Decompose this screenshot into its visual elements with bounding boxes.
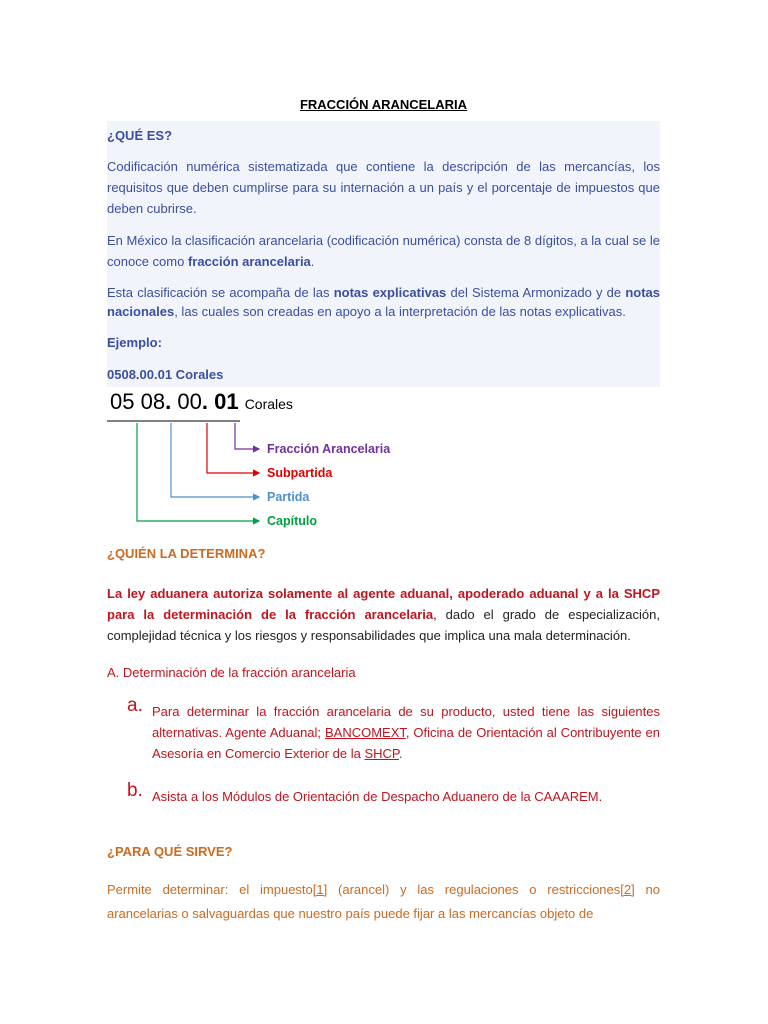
quien-bold: La ley aduanera autoriza solamente al agente aduanal, apoderado aduanal y a la SHCP para la determinación de la fracción arancelaria [107,586,660,622]
list-letter-b: b. [127,780,143,801]
code-segment-partida: 08 [140,389,166,414]
p3-text-b: del Sistema Armonizado y de [446,285,626,300]
que-es-section [107,121,660,387]
diagram-code: 05 08. 00. 01 Corales [110,389,293,414]
diagram-connectors [107,387,407,535]
fraction-diagram [107,387,660,535]
quien-paragraph [107,583,660,646]
que-es-heading: ¿QUÉ ES? [107,128,173,143]
que-es-paragraph-2 [107,230,660,283]
p3-bold-a: notas explicativas [333,285,447,300]
footnote-ref-1[interactable]: [1] [312,882,328,897]
code-segment-subpartida: 00 [177,389,202,414]
item-a-text-3: . [398,746,403,761]
ejemplo-code: 0508.00.01 Corales [107,367,224,382]
list-letter-a: a. [127,695,143,716]
label-subpartida: Subpartida [267,466,333,480]
footnote-ref-2[interactable]: [2] [620,882,635,897]
p3-bold-b: notas nacionales [107,285,660,319]
list-item-a [107,695,661,764]
para-text-2: (arancel) y las regulaciones o restricciones [327,882,621,897]
para-text-3: no arancelarias o salvaguardas que nuestro país puede fijar a las mercancías objeto de [107,882,660,921]
label-fraccion-arancelaria: Fracción Arancelaria [267,442,391,456]
quien-heading: ¿QUIÉN LA DETERMINA? [107,546,266,561]
document-title: FRACCIÓN ARANCELARIA [299,97,468,112]
para-paragraph [107,878,660,926]
document-page [107,90,660,926]
p2-end: . [310,254,315,269]
code-word: Corales [244,396,293,412]
para-heading: ¿PARA QUÉ SIRVE? [107,844,233,859]
p3-text-a: Esta clasificación se acompaña de las [107,285,334,300]
item-a-text-1: Para determinar la fracción arancelaria de su producto, usted tiene las siguientes alternativas. Agente Aduanal; [152,704,660,740]
p3-text-c: , las cuales son creadas en apoyo a la interpretación de las notas explicativas. [174,304,626,319]
item-b-text: Asista a los Módulos de Orientación de Despacho Aduanero de la CAAAREM. [152,789,603,804]
quien-rest: , dado el grado de especialización, complejidad técnica y los riesgos y responsabilidades que implica una mala determinación. [107,607,660,643]
que-es-paragraph-1: Codificación numérica sistematizada que contiene la descripción de las mercancías, los requisitos que deben cumplirse para su internación a un país y el porcentaje de impuestos que deben cubrirse. [107,159,660,216]
que-es-paragraph-3 [107,283,660,332]
code-segment-fraccion: 01 [214,389,239,414]
label-capitulo: Capítulo [267,514,317,528]
label-partida: Partida [267,490,310,504]
p2-bold: fracción arancelaria [187,254,311,269]
item-a-text-2: , Oficina de Orientación al Contribuyente en Asesoría en Comercio Exterior de la [152,725,661,761]
code-segment-capitulo: 05 [110,389,135,414]
quien-subheading: A. Determinación de la fracción arancelaria [107,665,356,680]
bancomext-link[interactable]: BANCOMEXT [324,725,406,740]
p2-text: En México la clasificación arancelaria (codificación numérica) consta de 8 dígitos, a la cual se le conoce como [107,233,660,269]
para-text-1: Permite determinar: el impuesto [107,882,313,897]
list-item-b [107,780,660,807]
shcp-link[interactable]: SHCP [364,746,399,761]
ejemplo-label: Ejemplo: [107,335,162,350]
